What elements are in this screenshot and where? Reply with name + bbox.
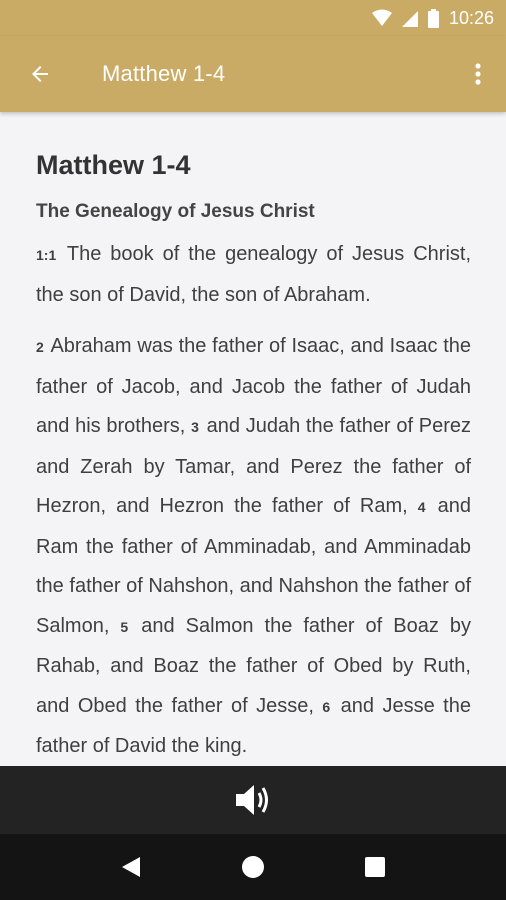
paragraph-2 xyxy=(36,327,471,767)
verse-text: and Jesse the father of David the king. xyxy=(36,694,471,757)
verse-number: 6 xyxy=(322,698,331,715)
more-vert-icon xyxy=(475,62,481,86)
status-bar xyxy=(0,0,506,36)
arrow-back-icon xyxy=(28,62,52,86)
status-time: 10:26 xyxy=(448,7,494,28)
verse-number: 5 xyxy=(120,618,129,635)
circle-home-icon xyxy=(241,855,265,879)
verse-number: 1:1 xyxy=(36,247,57,263)
overflow-menu-button[interactable] xyxy=(450,36,506,112)
page-title: Matthew 1-4 xyxy=(102,61,226,86)
verse-text: and Salmon the father of Boaz by Rahab, and Boaz the father of Obed by Ruth, and Obed the father of Jesse, xyxy=(36,614,472,717)
cell-signal-icon xyxy=(402,9,418,27)
audio-player-bar[interactable] xyxy=(0,766,506,834)
volume-icon[interactable] xyxy=(234,783,272,817)
paragraph-1 xyxy=(36,235,471,315)
square-recents-icon xyxy=(364,856,386,878)
app-bar xyxy=(0,36,506,112)
back-button[interactable] xyxy=(0,36,80,112)
chapter-heading: Matthew 1-4 xyxy=(36,150,191,180)
battery-icon xyxy=(428,9,439,28)
section-title: The Genealogy of Jesus Christ xyxy=(36,201,315,222)
triangle-back-icon xyxy=(120,855,142,879)
nav-recents-button[interactable] xyxy=(345,837,405,897)
verse-text: Abraham was the father of Isaac, and Isaac the father of Jacob, and Jacob the father of Judah and his brothers, xyxy=(36,335,471,437)
wifi-icon xyxy=(372,9,392,27)
system-nav-bar xyxy=(0,834,506,900)
verse-number: 3 xyxy=(191,419,199,435)
verse-text: and Ram the father of Amminadab, and Amminadab the father of Nahshon, and Nahshon the father of Salmon, xyxy=(36,495,472,637)
nav-home-button[interactable] xyxy=(223,837,283,897)
verse-text: and Judah the father of Perez and Zerah by Tamar, and Perez the father of Hezron, and Hezron the father of Ram, xyxy=(36,415,471,517)
verse-text: The book of the genealogy of Jesus Christ, the son of David, the son of Abraham. xyxy=(36,243,471,306)
reader-content[interactable] xyxy=(0,112,506,834)
verse-number: 4 xyxy=(417,499,426,515)
nav-back-button[interactable] xyxy=(101,837,161,897)
verse-number: 2 xyxy=(36,339,44,355)
